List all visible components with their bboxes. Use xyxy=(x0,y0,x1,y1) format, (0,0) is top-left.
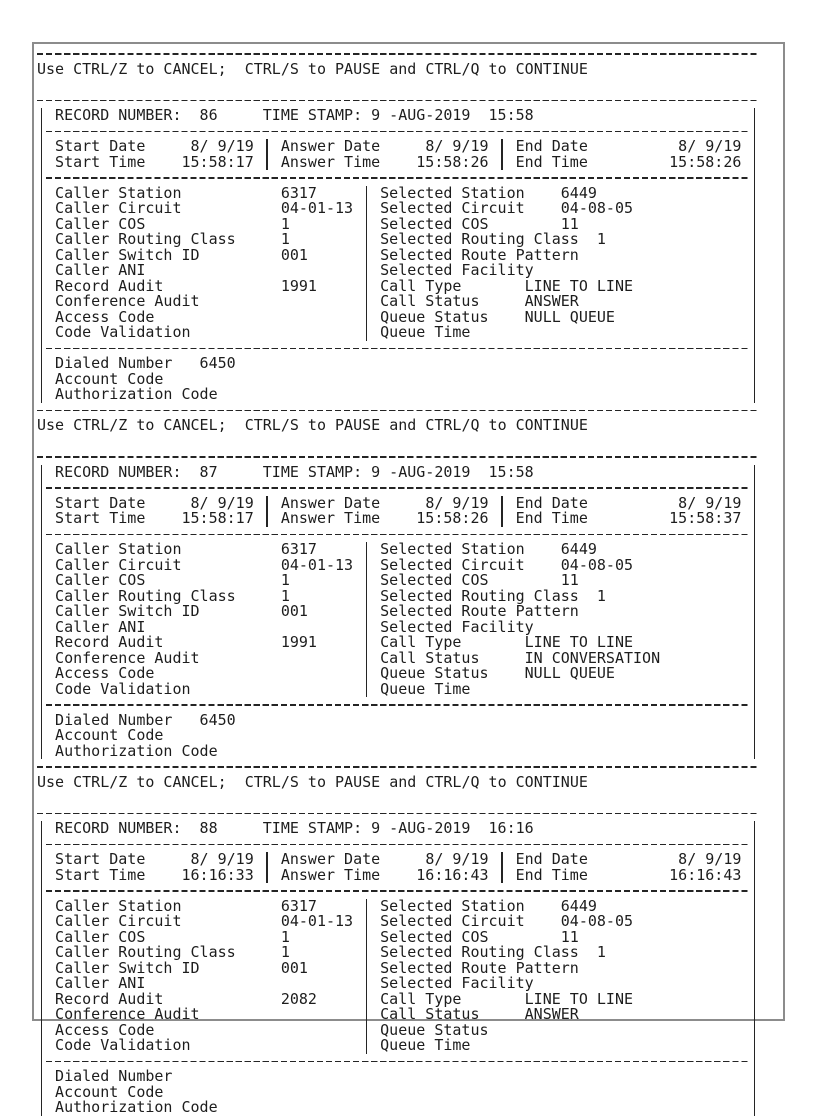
conference-audit-label: Conference Audit xyxy=(55,292,200,310)
record-box-left-border xyxy=(41,465,42,760)
ctrl-keys-prompt: Use CTRL/Z to CANCEL; CTRL/S to PAUSE and CTRL/Q to CONTINUE xyxy=(37,772,588,791)
call-type-label: Call Type xyxy=(380,989,462,1008)
selected-cos-label: Selected COS xyxy=(380,214,489,233)
queue-status-value: NULL QUEUE xyxy=(524,664,615,682)
divider xyxy=(37,766,759,768)
record-box-right-border xyxy=(754,108,755,403)
answer-date-value: 8/ 9/19 xyxy=(425,850,489,868)
call-status-value: ANSWER xyxy=(524,292,579,310)
queue-time-label: Queue Time xyxy=(380,323,471,341)
divider xyxy=(46,177,750,179)
account-code-label: Account Code xyxy=(55,1082,164,1101)
queue-time-label: Queue Time xyxy=(380,1036,471,1054)
selected-circuit-label: Selected Circuit xyxy=(380,912,525,930)
caller-switch-id-label: Caller Switch ID xyxy=(55,602,200,620)
answer-time-value: 15:58:26 xyxy=(416,152,489,171)
record-box-left-border xyxy=(41,821,42,1116)
caller-switch-id-value: 001 xyxy=(280,602,308,620)
divider xyxy=(37,53,759,55)
column-separator xyxy=(266,496,267,527)
caller-cos-value: 1 xyxy=(280,927,290,946)
start-time-label: Start Time xyxy=(55,152,146,171)
ctrl-keys-prompt: Use CTRL/Z to CANCEL; CTRL/S to PAUSE and CTRL/Q to CONTINUE xyxy=(37,59,588,78)
start-time-label: Start Time xyxy=(55,509,146,527)
call-type-value: LINE TO LINE xyxy=(524,989,634,1008)
call-type-label: Call Type xyxy=(380,633,462,651)
caller-routing-class-value: 1 xyxy=(280,586,290,605)
start-time-label: Start Time xyxy=(55,865,146,884)
column-separator xyxy=(366,542,367,697)
selected-cos-label: Selected COS xyxy=(380,927,489,946)
dialed-number-label: Dialed Number xyxy=(55,354,173,372)
queue-status-label: Queue Status xyxy=(380,307,489,326)
selected-routing-class-value: 1 xyxy=(596,586,606,605)
start-time-value: 15:58:17 xyxy=(181,509,254,527)
record-number-value: 86 xyxy=(199,106,218,124)
caller-circuit-label: Caller Circuit xyxy=(55,912,182,930)
answer-date-label: Answer Date xyxy=(280,493,381,512)
selected-station-label: Selected Station xyxy=(380,183,525,202)
caller-routing-class-label: Caller Routing Class xyxy=(55,230,236,248)
conference-audit-label: Conference Audit xyxy=(55,648,200,667)
record-box-top-border xyxy=(37,456,759,458)
caller-cos-value: 1 xyxy=(280,571,290,589)
caller-cos-label: Caller COS xyxy=(55,214,146,233)
account-code-label: Account Code xyxy=(55,726,164,744)
selected-facility-label: Selected Facility xyxy=(380,974,534,992)
column-separator xyxy=(366,899,367,1054)
account-code-label: Account Code xyxy=(55,369,164,388)
selected-routing-class-label: Selected Routing Class xyxy=(380,943,579,961)
column-separator xyxy=(266,139,267,170)
caller-circuit-value: 04-01-13 xyxy=(280,555,354,574)
caller-switch-id-label: Caller Switch ID xyxy=(55,958,200,977)
time-stamp-value: 9 -AUG-2019 15:58 xyxy=(371,462,534,481)
dialed-number-value: 6450 xyxy=(199,710,236,729)
call-type-value: LINE TO LINE xyxy=(524,276,634,295)
time-stamp-value: 9 -AUG-2019 15:58 xyxy=(371,106,534,124)
queue-time-label: Queue Time xyxy=(380,679,471,698)
answer-time-value: 15:58:26 xyxy=(416,509,489,527)
divider xyxy=(46,704,750,706)
time-stamp-label: TIME STAMP: xyxy=(262,819,363,837)
selected-station-label: Selected Station xyxy=(380,896,525,915)
authorization-code-label: Authorization Code xyxy=(55,1098,218,1116)
code-validation-label: Code Validation xyxy=(55,323,191,341)
record-audit-label: Record Audit xyxy=(55,633,164,651)
selected-route-pattern-label: Selected Route Pattern xyxy=(380,245,579,264)
time-stamp-label: TIME STAMP: xyxy=(262,462,363,481)
answer-date-label: Answer Date xyxy=(280,137,381,155)
ctrl-keys-prompt: Use CTRL/Z to CANCEL; CTRL/S to PAUSE and CTRL/Q to CONTINUE xyxy=(37,416,588,434)
selected-cos-value: 11 xyxy=(560,927,579,946)
selected-station-value: 6449 xyxy=(560,540,597,558)
caller-cos-label: Caller COS xyxy=(55,927,146,946)
caller-station-label: Caller Station xyxy=(55,896,182,915)
caller-station-value: 6317 xyxy=(280,896,317,915)
answer-date-value: 8/ 9/19 xyxy=(425,137,489,155)
selected-circuit-label: Selected Circuit xyxy=(380,199,525,217)
selected-routing-class-value: 1 xyxy=(596,230,606,248)
call-status-label: Call Status xyxy=(380,648,480,667)
queue-status-label: Queue Status xyxy=(380,1020,489,1039)
code-validation-label: Code Validation xyxy=(55,1036,191,1054)
selected-cos-value: 11 xyxy=(560,214,579,233)
divider xyxy=(46,844,750,846)
record-box-right-border xyxy=(754,821,755,1116)
end-time-label: End Time xyxy=(515,865,588,884)
column-separator xyxy=(366,186,367,341)
caller-cos-label: Caller COS xyxy=(55,571,146,589)
record-number-label: RECORD NUMBER: xyxy=(55,462,182,481)
selected-station-value: 6449 xyxy=(560,183,597,202)
selected-facility-label: Selected Facility xyxy=(380,261,534,279)
record-audit-value: 1991 xyxy=(280,633,317,651)
end-date-value: 8/ 9/19 xyxy=(678,850,742,868)
answer-time-value: 16:16:43 xyxy=(416,865,489,884)
selected-routing-class-value: 1 xyxy=(596,943,606,961)
caller-routing-class-value: 1 xyxy=(280,943,290,961)
access-code-label: Access Code xyxy=(55,307,155,326)
record-number-label: RECORD NUMBER: xyxy=(55,819,182,837)
selected-facility-label: Selected Facility xyxy=(380,617,534,636)
answer-date-value: 8/ 9/19 xyxy=(425,493,489,512)
start-date-value: 8/ 9/19 xyxy=(190,137,254,155)
start-date-value: 8/ 9/19 xyxy=(190,493,254,512)
selected-routing-class-label: Selected Routing Class xyxy=(380,230,579,248)
queue-status-label: Queue Status xyxy=(380,664,489,682)
code-validation-label: Code Validation xyxy=(55,679,191,698)
record-audit-value: 1991 xyxy=(280,276,317,295)
selected-cos-label: Selected COS xyxy=(380,571,489,589)
caller-circuit-value: 04-01-13 xyxy=(280,912,354,930)
end-date-label: End Date xyxy=(515,493,588,512)
call-type-label: Call Type xyxy=(380,276,462,295)
dialed-number-label: Dialed Number xyxy=(55,1067,173,1085)
time-stamp-value: 9 -AUG-2019 16:16 xyxy=(371,819,534,837)
call-status-value: ANSWER xyxy=(524,1005,579,1023)
caller-ani-label: Caller ANI xyxy=(55,261,146,279)
column-separator xyxy=(501,496,502,527)
selected-route-pattern-label: Selected Route Pattern xyxy=(380,602,579,620)
caller-station-value: 6317 xyxy=(280,540,317,558)
caller-switch-id-value: 001 xyxy=(280,245,308,264)
column-separator xyxy=(266,852,267,883)
end-time-value: 15:58:26 xyxy=(669,152,742,171)
start-date-label: Start Date xyxy=(55,137,146,155)
conference-audit-label: Conference Audit xyxy=(55,1005,200,1023)
caller-station-value: 6317 xyxy=(280,183,317,202)
end-date-value: 8/ 9/19 xyxy=(678,493,742,512)
end-time-label: End Time xyxy=(515,152,588,171)
divider xyxy=(46,1061,750,1063)
call-status-label: Call Status xyxy=(380,1005,480,1023)
selected-station-label: Selected Station xyxy=(380,540,525,558)
divider xyxy=(37,410,759,412)
caller-ani-label: Caller ANI xyxy=(55,974,146,992)
record-box-top-border xyxy=(37,813,759,815)
selected-circuit-value: 04-08-05 xyxy=(560,555,634,574)
record-number-label: RECORD NUMBER: xyxy=(55,106,182,124)
record-box-right-border xyxy=(754,465,755,760)
selected-routing-class-label: Selected Routing Class xyxy=(380,586,579,605)
end-time-label: End Time xyxy=(515,509,588,527)
dialed-number-value: 6450 xyxy=(199,354,236,372)
caller-ani-label: Caller ANI xyxy=(55,617,146,636)
record-audit-label: Record Audit xyxy=(55,276,164,295)
divider xyxy=(46,348,750,350)
end-date-label: End Date xyxy=(515,850,588,868)
queue-status-value: NULL QUEUE xyxy=(524,307,615,326)
caller-circuit-label: Caller Circuit xyxy=(55,555,182,574)
caller-circuit-label: Caller Circuit xyxy=(55,199,182,217)
call-status-label: Call Status xyxy=(380,292,480,310)
divider xyxy=(46,131,750,133)
caller-cos-value: 1 xyxy=(280,214,290,233)
call-type-value: LINE TO LINE xyxy=(524,633,634,651)
caller-routing-class-label: Caller Routing Class xyxy=(55,943,236,961)
record-box-left-border xyxy=(41,108,42,403)
record-number-value: 88 xyxy=(199,819,218,837)
authorization-code-label: Authorization Code xyxy=(55,385,218,403)
record-audit-label: Record Audit xyxy=(55,989,164,1008)
caller-switch-id-label: Caller Switch ID xyxy=(55,245,200,264)
column-separator xyxy=(501,852,502,883)
caller-circuit-value: 04-01-13 xyxy=(280,199,354,217)
caller-switch-id-value: 001 xyxy=(280,958,308,977)
authorization-code-label: Authorization Code xyxy=(55,741,218,760)
record-number-value: 87 xyxy=(199,462,218,481)
start-time-value: 16:16:33 xyxy=(181,865,254,884)
dialed-number-label: Dialed Number xyxy=(55,710,173,729)
selected-station-value: 6449 xyxy=(560,896,597,915)
end-date-label: End Date xyxy=(515,137,588,155)
start-time-value: 15:58:17 xyxy=(181,152,254,171)
start-date-label: Start Date xyxy=(55,493,146,512)
end-time-value: 15:58:37 xyxy=(669,509,742,527)
end-date-value: 8/ 9/19 xyxy=(678,137,742,155)
selected-circuit-label: Selected Circuit xyxy=(380,555,525,574)
caller-routing-class-label: Caller Routing Class xyxy=(55,586,236,605)
caller-station-label: Caller Station xyxy=(55,183,182,202)
start-date-label: Start Date xyxy=(55,850,146,868)
divider xyxy=(46,534,750,536)
time-stamp-label: TIME STAMP: xyxy=(262,106,363,124)
divider xyxy=(46,890,750,892)
answer-time-label: Answer Time xyxy=(280,152,381,171)
end-time-value: 16:16:43 xyxy=(669,865,742,884)
access-code-label: Access Code xyxy=(55,664,155,682)
selected-route-pattern-label: Selected Route Pattern xyxy=(380,958,579,977)
selected-circuit-value: 04-08-05 xyxy=(560,199,634,217)
selected-cos-value: 11 xyxy=(560,571,579,589)
printout-page xyxy=(32,42,785,1116)
divider xyxy=(46,487,750,489)
access-code-label: Access Code xyxy=(55,1020,155,1039)
answer-time-label: Answer Time xyxy=(280,509,381,527)
call-status-value: IN CONVERSATION xyxy=(524,648,661,667)
caller-routing-class-value: 1 xyxy=(280,230,290,248)
record-box-top-border xyxy=(37,100,759,102)
selected-circuit-value: 04-08-05 xyxy=(560,912,634,930)
record-audit-value: 2082 xyxy=(280,989,317,1008)
column-separator xyxy=(501,139,502,170)
answer-time-label: Answer Time xyxy=(280,865,381,884)
start-date-value: 8/ 9/19 xyxy=(190,850,254,868)
caller-station-label: Caller Station xyxy=(55,540,182,558)
answer-date-label: Answer Date xyxy=(280,850,381,868)
